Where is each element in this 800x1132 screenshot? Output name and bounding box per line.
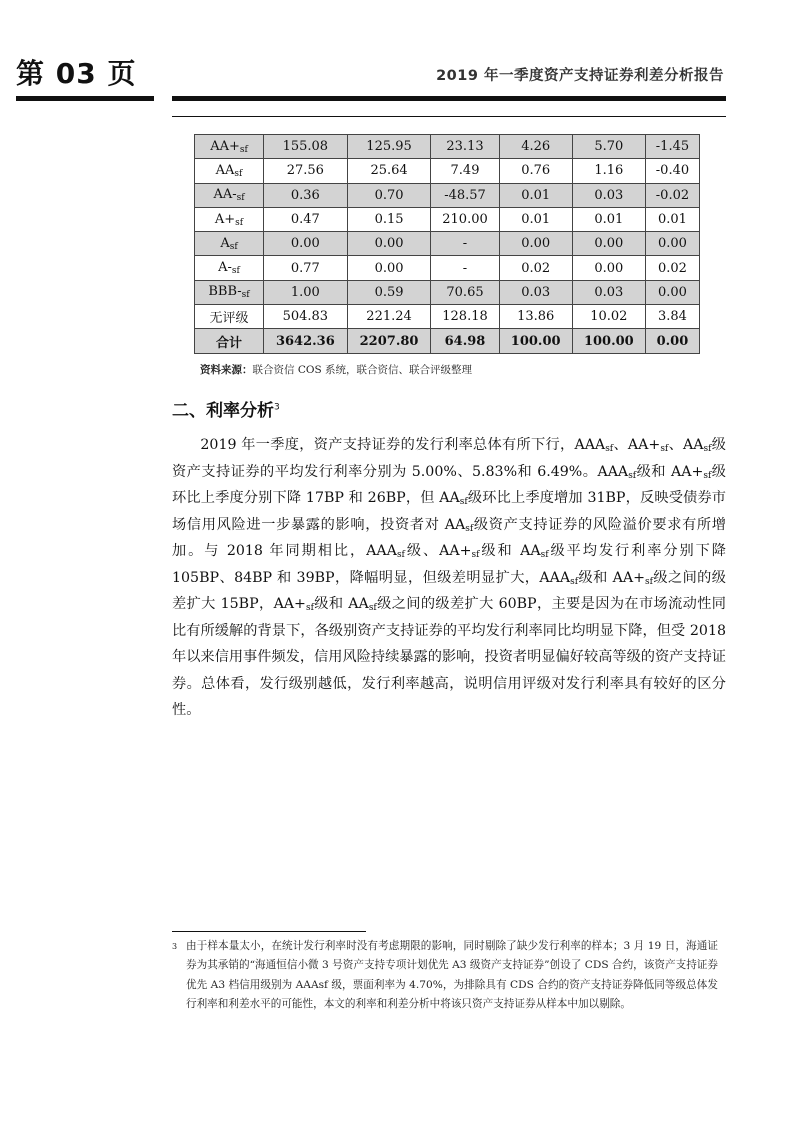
table-row xyxy=(195,135,700,159)
table-cell: 1.00 xyxy=(264,280,348,304)
table-cell: 100.00 xyxy=(572,329,645,353)
table-row xyxy=(195,159,700,183)
table-cell: 3.84 xyxy=(645,305,699,329)
table-cell: 0.76 xyxy=(499,159,572,183)
table-cell: - xyxy=(431,232,499,256)
table-row xyxy=(195,183,700,207)
footnote-divider xyxy=(172,931,366,932)
table-cell: 25.64 xyxy=(347,159,431,183)
table-cell: 0.00 xyxy=(572,256,645,280)
table-cell: 155.08 xyxy=(264,135,348,159)
table-cell: 0.00 xyxy=(499,232,572,256)
table-cell: -0.02 xyxy=(645,183,699,207)
rating-table-body xyxy=(195,135,700,354)
table-cell: 210.00 xyxy=(431,207,499,231)
table-cell: 504.83 xyxy=(264,305,348,329)
footnote xyxy=(172,937,718,1015)
page-number: 第 03 页 xyxy=(16,57,137,90)
table-cell: 0.00 xyxy=(572,232,645,256)
table-row xyxy=(195,305,700,329)
table-cell: 7.49 xyxy=(431,159,499,183)
table-cell: 2207.80 xyxy=(347,329,431,353)
table-row xyxy=(195,232,700,256)
table-cell: 0.01 xyxy=(499,207,572,231)
table-cell: 221.24 xyxy=(347,305,431,329)
table-cell: 4.26 xyxy=(499,135,572,159)
table-cell: 0.00 xyxy=(645,329,699,353)
table-cell: 0.03 xyxy=(499,280,572,304)
table-cell: 0.47 xyxy=(264,207,348,231)
row-label: $A-_{sf}$ xyxy=(195,256,264,280)
table-cell: - xyxy=(431,256,499,280)
section-heading xyxy=(172,396,280,421)
table-cell: 0.59 xyxy=(347,280,431,304)
table-cell: 3642.36 xyxy=(264,329,348,353)
row-label: $AA-_{sf}$ xyxy=(195,183,264,207)
table-source xyxy=(200,362,472,377)
table-cell: 23.13 xyxy=(431,135,499,159)
table-cell: 0.15 xyxy=(347,207,431,231)
body-paragraph: 2019 年一季度，资产支持证券的发行利率总体有所下行，$AAA_{sf}$、$AA+_{sf}$、$AA_{sf}$级资产支持证券的平均发行利率分别为 5.00%、5.83%和 6.49%。$AAA_{sf}$级和 $AA+_{sf}$级环比上季度分别下降 17BP 和 26BP，但 $AA_{sf}$级环比上季度增加 31BP，反映受债券市场信用风险进一步暴露的影响，投资者对 $AA_{sf}$级资产支持证券的风险溢价要求有所增加。与 2018 年同期相比，$AAA_{sf}$级、$AA+_{sf}$级和 $AA_{sf}$级平均发行利率分别下降 105BP、84BP 和 39BP，降幅明显，但级差明显扩大，$AAA_{sf}$级和 $AA+_{sf}$级之间的级差扩大 15BP，$AA+_{sf}$级和 $AA_{sf}$级之间的级差扩大 60BP，主要是因为在市场流动性同比有所缓解的背景下，各级别资产支持证券的平均发行利率同比均明显下降，但受 2018 年以来信用事件频发，信用风险持续暴露的影响，投资者明显偏好较高等级的资产支持证券。总体看，发行级别越低，发行利率越高，说明信用评级对发行利率具有较好的区分性。 xyxy=(172,437,726,718)
table-cell: 5.70 xyxy=(572,135,645,159)
table-cell: -0.40 xyxy=(645,159,699,183)
table-cell: 0.00 xyxy=(645,232,699,256)
header-bar-right xyxy=(172,96,726,101)
row-label: $AA_{sf}$ xyxy=(195,159,264,183)
source-label: 资料来源： xyxy=(200,364,253,376)
table-cell: 1.16 xyxy=(572,159,645,183)
table-cell: 128.18 xyxy=(431,305,499,329)
table-cell: 0.02 xyxy=(645,256,699,280)
table-cell: 125.95 xyxy=(347,135,431,159)
footnote-mark: 3 xyxy=(172,942,178,951)
table-cell: 27.56 xyxy=(264,159,348,183)
table-cell: 0.36 xyxy=(264,183,348,207)
rating-table xyxy=(194,134,700,354)
table-cell: 0.01 xyxy=(645,207,699,231)
table-cell: -48.57 xyxy=(431,183,499,207)
table-cell: 0.77 xyxy=(264,256,348,280)
table-row xyxy=(195,329,700,353)
table-cell: 0.00 xyxy=(347,232,431,256)
table-cell: -1.45 xyxy=(645,135,699,159)
table-cell: 0.01 xyxy=(499,183,572,207)
table-cell: 0.70 xyxy=(347,183,431,207)
table-cell: 0.00 xyxy=(264,232,348,256)
report-title: 2019 年一季度资产支持证券利差分析报告 xyxy=(436,68,724,84)
row-label: 合计 xyxy=(195,329,264,353)
row-label: $AA+_{sf}$ xyxy=(195,135,264,159)
table-cell: 0.02 xyxy=(499,256,572,280)
table-cell: 0.03 xyxy=(572,183,645,207)
table-cell: 64.98 xyxy=(431,329,499,353)
table-cell: 0.01 xyxy=(572,207,645,231)
header-bar-left xyxy=(16,96,154,101)
row-label: $A+_{sf}$ xyxy=(195,207,264,231)
footnote-ref: 3 xyxy=(274,402,280,413)
table-cell: 100.00 xyxy=(499,329,572,353)
row-label: 无评级 xyxy=(195,305,264,329)
table-row xyxy=(195,207,700,231)
row-label: $A_{sf}$ xyxy=(195,232,264,256)
source-text: 联合资信 COS 系统，联合资信、联合评级整理 xyxy=(252,364,473,376)
table-cell: 0.00 xyxy=(347,256,431,280)
table-cell: 0.03 xyxy=(572,280,645,304)
table-cell: 70.65 xyxy=(431,280,499,304)
table-cell: 0.00 xyxy=(645,280,699,304)
section-title: 二、利率分析 xyxy=(172,401,274,421)
table-cell: 13.86 xyxy=(499,305,572,329)
table-cell: 10.02 xyxy=(572,305,645,329)
table-row xyxy=(195,280,700,304)
table-row xyxy=(195,256,700,280)
footnote-text: 由于样本量太小，在统计发行利率时没有考虑期限的影响，同时剔除了缺少发行利率的样本；3 月 19 日，海通证券为其承销的“海通恒信小微 3 号资产支持专项计划优先 A3 级资产支持证券”创设了 CDS 合约，该资产支持证券优先 A3 档信用级别为 AAAsf 级，票面利率为 4.70%，为排除具有 CDS 合约的资产支持证券降低同等级总体发行利率和利差水平的可能性，本文的利率和利差分析中将该只资产支持证券从样本中加以剔除。 xyxy=(186,940,718,1011)
header-thin-rule xyxy=(172,116,726,117)
row-label: BBB-$_{sf}$ xyxy=(195,280,264,304)
